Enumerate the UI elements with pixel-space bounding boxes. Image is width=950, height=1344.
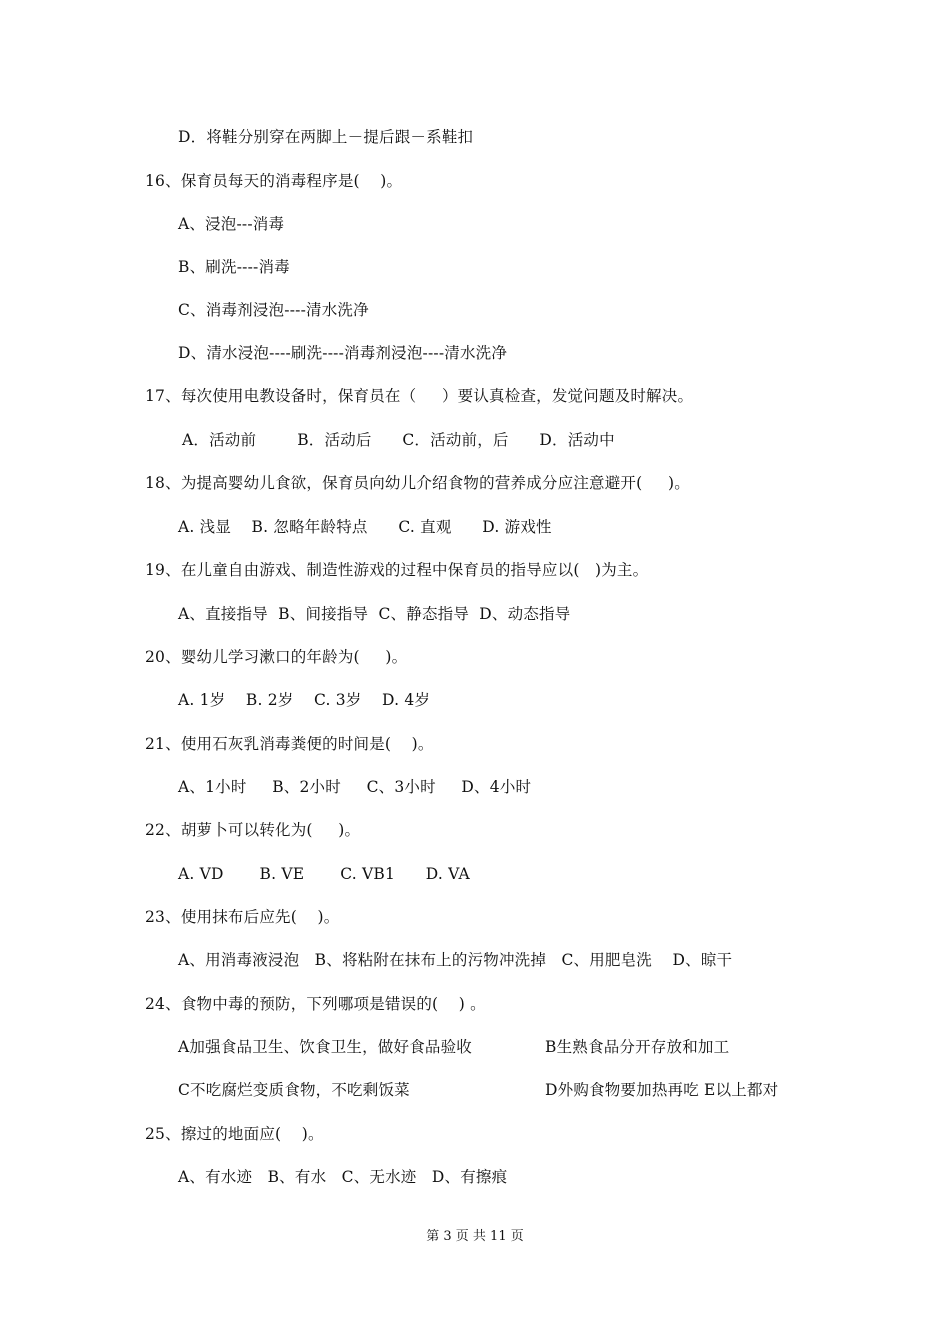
question-22: 22、胡萝卜可以转化为( )。 — [145, 821, 361, 839]
q20-options: A. 1岁 B. 2岁 C. 3岁 D. 4岁 — [178, 691, 431, 709]
question-24: 24、食物中毒的预防，下列哪项是错误的( ) 。 — [145, 995, 486, 1013]
q22-options: A. VD B. VE C. VB1 D. VA — [178, 865, 470, 883]
question-25: 25、擦过的地面应( )。 — [145, 1125, 324, 1143]
question-18: 18、为提高婴幼儿食欲，保育员向幼儿介绍食物的营养成分应注意避开( )。 — [145, 474, 690, 492]
q21-options: A、1小时 B、2小时 C、3小时 D、4小时 — [178, 778, 532, 796]
q16-option-b: B、刷洗----消毒 — [178, 258, 290, 276]
q24-option-a: A加强食品卫生、饮食卫生，做好食品验收 — [178, 1038, 472, 1056]
question-19: 19、在儿童自由游戏、制造性游戏的过程中保育员的指导应以( )为主。 — [145, 561, 649, 579]
q24-option-d-e: D外购食物要加热再吃 E以上都对 — [545, 1081, 779, 1099]
q15-option-d: D．将鞋分别穿在两脚上－提后跟－系鞋扣 — [178, 128, 474, 146]
page-footer: 第 3 页 共 11 页 — [426, 1229, 524, 1244]
q16-option-d: D、清水浸泡----刷洗----消毒剂浸泡----清水洗净 — [178, 344, 508, 362]
q16-option-c: C、消毒剂浸泡----清水洗净 — [178, 301, 369, 319]
q23-options: A、用消毒液浸泡 B、将粘附在抹布上的污物冲洗掉 C、用肥皂洗 D、晾干 — [178, 951, 733, 969]
question-20: 20、婴幼儿学习漱口的年龄为( )。 — [145, 648, 408, 666]
question-23: 23、使用抹布后应先( )。 — [145, 908, 340, 926]
q16-option-a: A、浸泡---消毒 — [178, 215, 285, 233]
question-16: 16、保育员每天的消毒程序是( )。 — [145, 172, 403, 190]
q17-options: A．活动前 B．活动后 C．活动前，后 D．活动中 — [182, 431, 615, 449]
question-21: 21、使用石灰乳消毒粪便的时间是( )。 — [145, 735, 434, 753]
q24-option-b: B生熟食品分开存放和加工 — [545, 1038, 730, 1056]
q25-options: A、有水迹 B、有水 C、无水迹 D、有擦痕 — [178, 1168, 508, 1186]
q18-options: A. 浅显 B. 忽略年龄特点 C. 直观 D. 游戏性 — [178, 518, 552, 536]
question-17: 17、每次使用电教设备时，保育员在（ ）要认真检查，发觉问题及时解决。 — [145, 387, 694, 405]
q24-option-c: C不吃腐烂变质食物，不吃剩饭菜 — [178, 1081, 410, 1099]
q19-options: A、直接指导 B、间接指导 C、静态指导 D、动态指导 — [178, 605, 571, 623]
